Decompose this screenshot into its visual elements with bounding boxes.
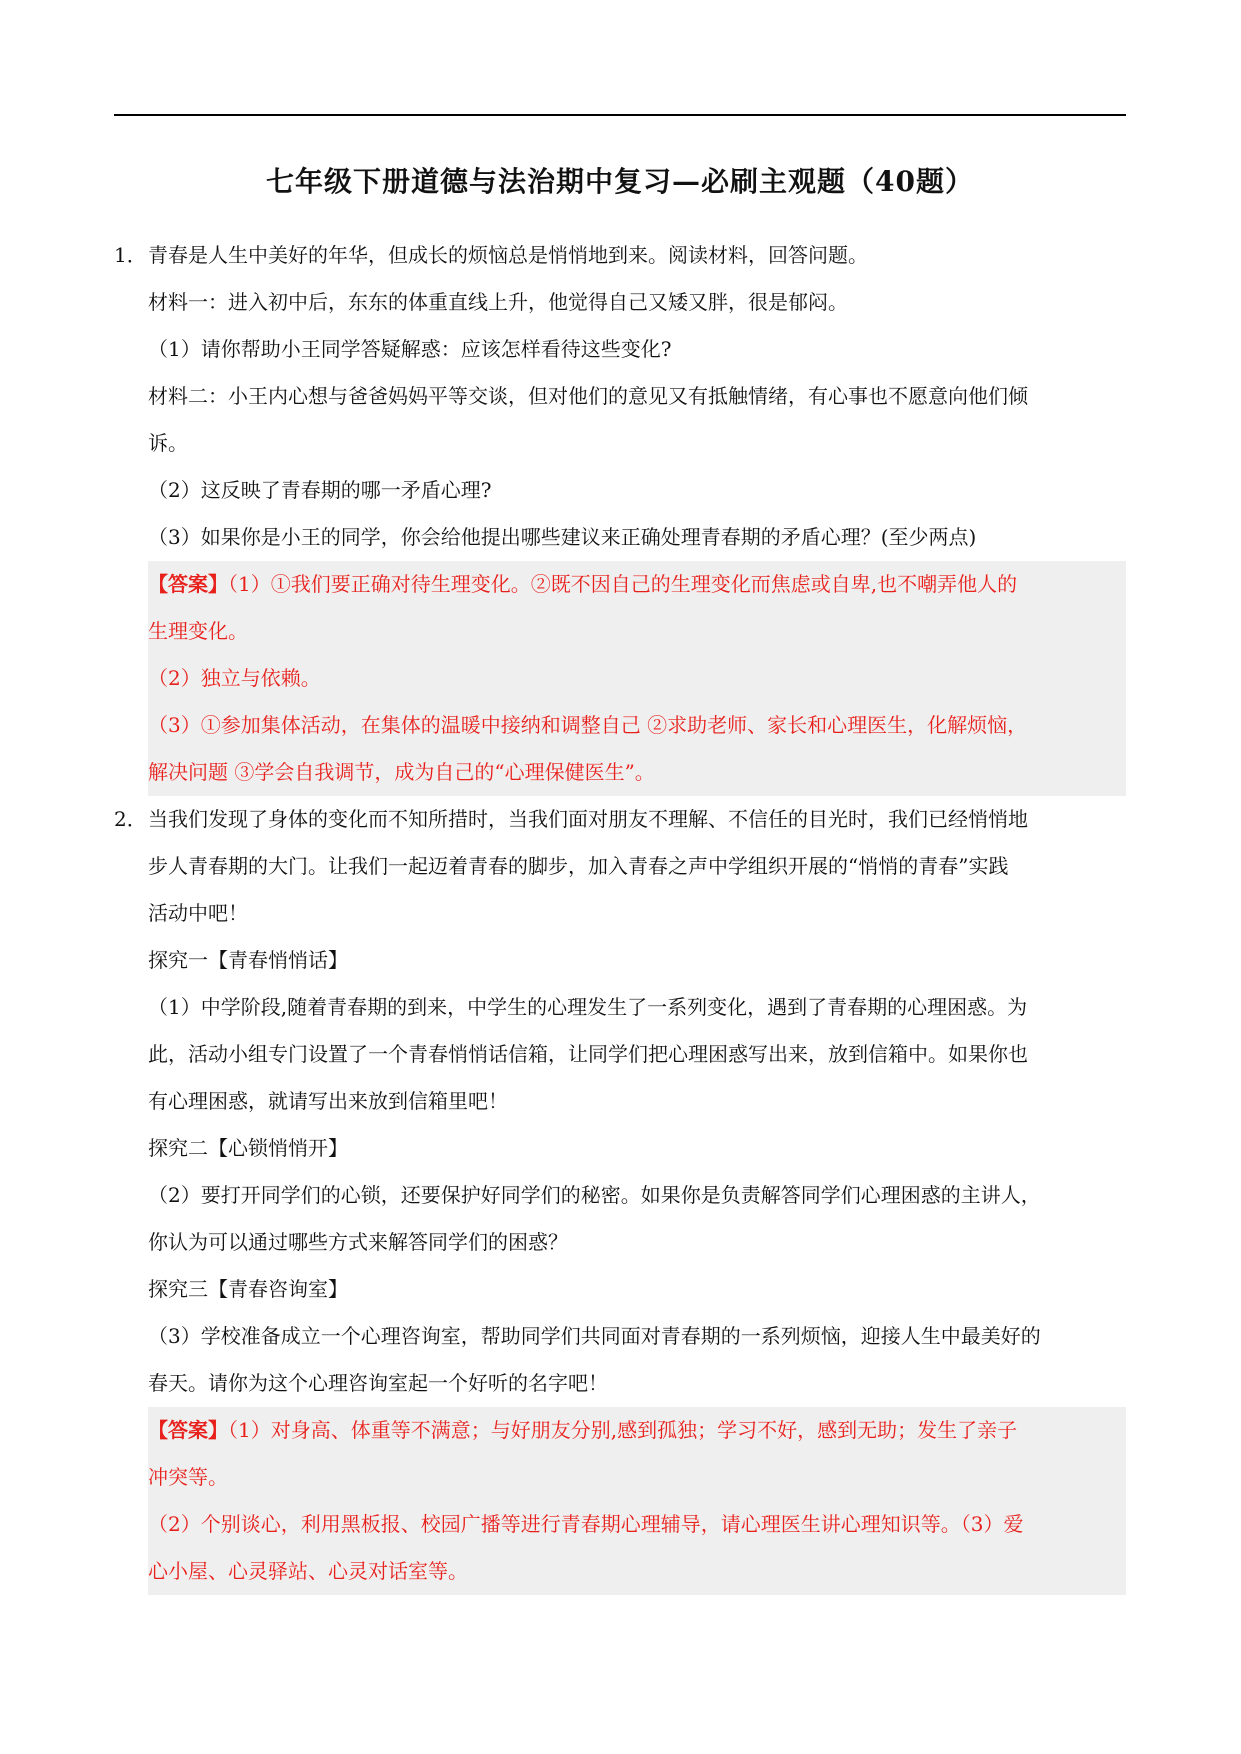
answer-line: （2）独立与依赖。: [148, 666, 321, 690]
answer-tag: 【答案】: [148, 572, 228, 596]
question-list: [114, 232, 1126, 1595]
answer-line: （3）①参加集体活动，在集体的温暖中接纳和调整自己 ②求助老师、家长和心理医生，化解烦恼，: [148, 713, 1028, 737]
question-stem: [114, 796, 1126, 843]
question-text: 当我们发现了身体的变化而不知所措时，当我们面对朋友不理解、不信任的目光时，我们已经悄悄地: [148, 807, 1028, 831]
question-line: 材料一：进入初中后，东东的体重直线上升，他觉得自己又矮又胖，很是郁闷。: [148, 290, 848, 314]
answer-text: （1）①我们要正确对待生理变化。②既不因自己的生理变化而焦虑或自卑,也不嘲弄他人的: [228, 572, 1018, 596]
answer-line: 心小屋、心灵驿站、心灵对话室等。: [148, 1559, 468, 1583]
answer-block: [148, 1407, 1126, 1595]
question-number: 1．: [114, 243, 147, 267]
answer-line: 生理变化。: [148, 619, 248, 643]
question-line: 诉。: [148, 431, 188, 455]
question-line: （2）这反映了青春期的哪一矛盾心理?: [148, 478, 492, 502]
question-line: 活动中吧！: [148, 901, 248, 925]
answer-text: （1）对身高、体重等不满意；与好朋友分别,感到孤独；学习不好，感到无助；发生了亲子: [228, 1418, 1018, 1442]
answer-line: 冲突等。: [148, 1465, 228, 1489]
header-rule: [114, 114, 1126, 116]
document-title: 七年级下册道德与法治期中复习—必刷主观题（40题）: [266, 165, 974, 198]
question-line: （3）学校准备成立一个心理咨询室，帮助同学们共同面对青春期的一系列烦恼，迎接人生中最美好的: [148, 1324, 1041, 1348]
question-line: 春天。请你为这个心理咨询室起一个好听的名字吧！: [148, 1371, 608, 1395]
answer-line: [148, 1407, 1126, 1454]
question-line: 探究三【青春咨询室】: [148, 1277, 348, 1301]
question-line: （1）请你帮助小王同学答疑解惑：应该怎样看待这些变化?: [148, 337, 672, 361]
question-2: [114, 796, 1126, 1595]
question-stem: [114, 232, 1126, 279]
answer-line: [148, 561, 1126, 608]
question-line: 你认为可以通过哪些方式来解答同学们的困惑？: [148, 1230, 568, 1254]
answer-line: （2）个别谈心，利用黑板报、校园广播等进行青春期心理辅导，请心理医生讲心理知识等。（3）爱: [148, 1512, 1024, 1536]
answer-tag: 【答案】: [148, 1418, 228, 1442]
question-line: 探究一【青春悄悄话】: [148, 948, 348, 972]
answer-line: 解决问题 ③学会自我调节，成为自己的“心理保健医生”。: [148, 760, 655, 784]
question-text: 青春是人生中美好的年华，但成长的烦恼总是悄悄地到来。阅读材料，回答问题。: [148, 243, 868, 267]
answer-block: [148, 561, 1126, 796]
question-line: （2）要打开同学们的心锁，还要保护好同学们的秘密。如果你是负责解答同学们心理困惑的主讲人，: [148, 1183, 1041, 1207]
question-line: 材料二：小王内心想与爸爸妈妈平等交谈，但对他们的意见又有抵触情绪，有心事也不愿意向他们倾: [148, 384, 1028, 408]
question-line: （3）如果你是小王的同学，你会给他提出哪些建议来正确处理青春期的矛盾心理？(至少两点): [148, 525, 977, 549]
question-line: 步人青春期的大门。让我们一起迈着青春的脚步，加入青春之声中学组织开展的“悄悄的青春”实践: [148, 854, 1009, 878]
question-line: 此，活动小组专门设置了一个青春悄悄话信箱，让同学们把心理困惑写出来，放到信箱中。如果你也: [148, 1042, 1028, 1066]
question-line: 有心理困惑，就请写出来放到信箱里吧！: [148, 1089, 508, 1113]
question-line: （1）中学阶段,随着青春期的到来，中学生的心理发生了一系列变化，遇到了青春期的心理困惑。为: [148, 995, 1028, 1019]
question-1: [114, 232, 1126, 796]
question-line: 探究二【心锁悄悄开】: [148, 1136, 348, 1160]
question-number: 2．: [114, 807, 147, 831]
